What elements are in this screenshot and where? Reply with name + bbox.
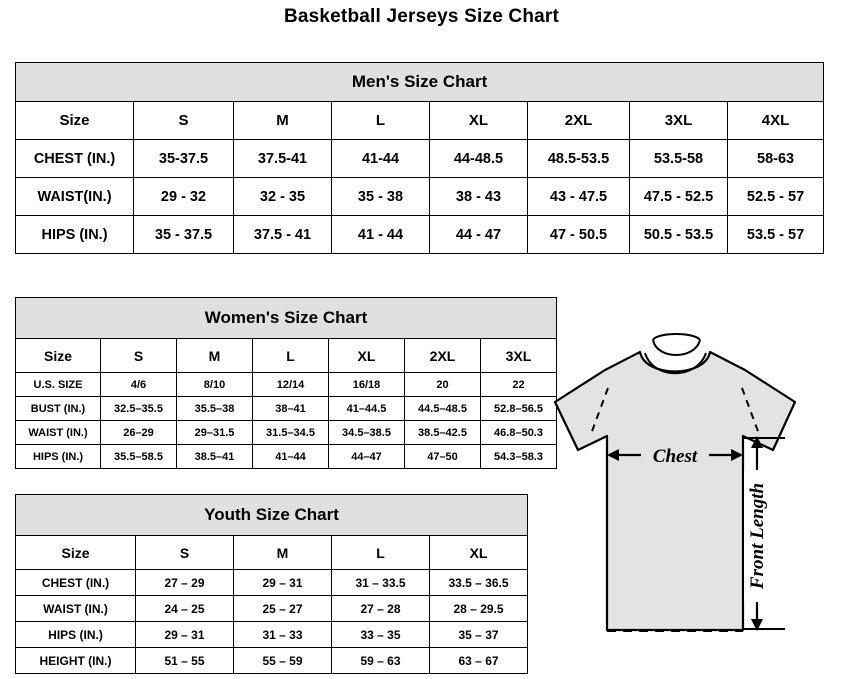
- womens-bust-3xl: 52.8–56.5: [481, 397, 557, 421]
- womens-hips-s: 35.5–58.5: [101, 445, 177, 469]
- mens-chest-xl: 44-48.5: [430, 140, 528, 178]
- womens-title-row: [16, 298, 557, 339]
- mens-row-label-waist: WAIST(IN.): [16, 178, 134, 216]
- mens-waist-4xl: 52.5 - 57: [728, 178, 824, 216]
- mens-col-header-xl: XL: [430, 102, 528, 140]
- mens-title-row: [16, 63, 824, 102]
- mens-waist-2xl: 43 - 47.5: [528, 178, 630, 216]
- mens-chest-2xl: 48.5-53.5: [528, 140, 630, 178]
- youth-height-s: 51 – 55: [136, 648, 234, 674]
- womens-bust-xl: 41–44.5: [329, 397, 405, 421]
- table-row: [16, 140, 824, 178]
- womens-hips-xl: 44–47: [329, 445, 405, 469]
- youth-row-label-chest: CHEST (IN.): [16, 570, 136, 596]
- womens-bust-2xl: 44.5–48.5: [405, 397, 481, 421]
- womens-row-label-bust: BUST (IN.): [16, 397, 101, 421]
- table-row: [16, 622, 528, 648]
- youth-size-chart-table: [15, 494, 528, 674]
- youth-height-xl: 63 – 67: [430, 648, 528, 674]
- mens-hips-s: 35 - 37.5: [134, 216, 234, 254]
- shirt-measurement-diagram: [545, 330, 840, 670]
- mens-chest-s: 35-37.5: [134, 140, 234, 178]
- youth-row-label-waist: WAIST (IN.): [16, 596, 136, 622]
- table-row: [16, 421, 557, 445]
- mens-col-header-m: M: [234, 102, 332, 140]
- womens-row-label-hips: HIPS (IN.): [16, 445, 101, 469]
- youth-chest-xl: 33.5 – 36.5: [430, 570, 528, 596]
- mens-waist-m: 32 - 35: [234, 178, 332, 216]
- womens-ussize-3xl: 22: [481, 373, 557, 397]
- youth-hips-s: 29 – 31: [136, 622, 234, 648]
- table-row: [16, 178, 824, 216]
- mens-hips-xl: 44 - 47: [430, 216, 528, 254]
- youth-chest-s: 27 – 29: [136, 570, 234, 596]
- womens-size-chart-table: [15, 297, 557, 469]
- table-row: [16, 445, 557, 469]
- womens-col-header-m: M: [177, 339, 253, 373]
- womens-hips-l: 41–44: [253, 445, 329, 469]
- youth-waist-xl: 28 – 29.5: [430, 596, 528, 622]
- womens-ussize-s: 4/6: [101, 373, 177, 397]
- mens-chest-4xl: 58-63: [728, 140, 824, 178]
- womens-row-label-us-size: U.S. SIZE: [16, 373, 101, 397]
- womens-col-header-2xl: 2XL: [405, 339, 481, 373]
- mens-waist-3xl: 47.5 - 52.5: [630, 178, 728, 216]
- youth-col-header-s: S: [136, 536, 234, 570]
- womens-bust-l: 38–41: [253, 397, 329, 421]
- youth-col-header-size: Size: [16, 536, 136, 570]
- womens-waist-xl: 34.5–38.5: [329, 421, 405, 445]
- mens-col-header-2xl: 2XL: [528, 102, 630, 140]
- womens-hips-m: 38.5–41: [177, 445, 253, 469]
- mens-chest-3xl: 53.5-58: [630, 140, 728, 178]
- youth-col-header-m: M: [234, 536, 332, 570]
- womens-ussize-l: 12/14: [253, 373, 329, 397]
- chest-label: Chest: [652, 446, 698, 467]
- mens-col-header-l: L: [332, 102, 430, 140]
- youth-col-header-xl: XL: [430, 536, 528, 570]
- table-row: [16, 648, 528, 674]
- mens-col-header-4xl: 4XL: [728, 102, 824, 140]
- youth-hips-m: 31 – 33: [234, 622, 332, 648]
- mens-row-label-hips: HIPS (IN.): [16, 216, 134, 254]
- youth-col-header-l: L: [332, 536, 430, 570]
- youth-waist-l: 27 – 28: [332, 596, 430, 622]
- mens-hips-m: 37.5 - 41: [234, 216, 332, 254]
- youth-waist-s: 24 – 25: [136, 596, 234, 622]
- mens-chest-l: 41-44: [332, 140, 430, 178]
- womens-header-row: [16, 339, 557, 373]
- womens-col-header-3xl: 3XL: [481, 339, 557, 373]
- womens-bust-s: 32.5–35.5: [101, 397, 177, 421]
- front-length-label: Front Length: [747, 482, 768, 590]
- womens-waist-3xl: 46.8–50.3: [481, 421, 557, 445]
- womens-bust-m: 35.5–38: [177, 397, 253, 421]
- womens-col-header-s: S: [101, 339, 177, 373]
- mens-size-chart-table: [15, 62, 824, 254]
- youth-chest-m: 29 – 31: [234, 570, 332, 596]
- womens-hips-2xl: 47–50: [405, 445, 481, 469]
- womens-waist-m: 29–31.5: [177, 421, 253, 445]
- mens-col-header-3xl: 3XL: [630, 102, 728, 140]
- page-title: Basketball Jerseys Size Chart: [283, 6, 560, 27]
- mens-hips-3xl: 50.5 - 53.5: [630, 216, 728, 254]
- youth-row-label-hips: HIPS (IN.): [16, 622, 136, 648]
- mens-waist-xl: 38 - 43: [430, 178, 528, 216]
- womens-col-header-l: L: [253, 339, 329, 373]
- womens-col-header-size: Size: [16, 339, 101, 373]
- mens-waist-l: 35 - 38: [332, 178, 430, 216]
- womens-col-header-xl: XL: [329, 339, 405, 373]
- mens-hips-2xl: 47 - 50.5: [528, 216, 630, 254]
- womens-ussize-xl: 16/18: [329, 373, 405, 397]
- table-row: [16, 570, 528, 596]
- youth-waist-m: 25 – 27: [234, 596, 332, 622]
- youth-chart-title: Youth Size Chart: [16, 495, 528, 536]
- youth-height-m: 55 – 59: [234, 648, 332, 674]
- womens-waist-l: 31.5–34.5: [253, 421, 329, 445]
- womens-waist-s: 26–29: [101, 421, 177, 445]
- womens-hips-3xl: 54.3–58.3: [481, 445, 557, 469]
- youth-row-label-height: HEIGHT (IN.): [16, 648, 136, 674]
- mens-waist-s: 29 - 32: [134, 178, 234, 216]
- youth-hips-l: 33 – 35: [332, 622, 430, 648]
- mens-hips-4xl: 53.5 - 57: [728, 216, 824, 254]
- womens-waist-2xl: 38.5–42.5: [405, 421, 481, 445]
- mens-hips-l: 41 - 44: [332, 216, 430, 254]
- youth-chest-l: 31 – 33.5: [332, 570, 430, 596]
- youth-title-row: [16, 495, 528, 536]
- womens-ussize-2xl: 20: [405, 373, 481, 397]
- mens-col-header-size: Size: [16, 102, 134, 140]
- mens-chart-title: Men's Size Chart: [16, 63, 824, 102]
- mens-header-row: [16, 102, 824, 140]
- mens-row-label-chest: CHEST (IN.): [16, 140, 134, 178]
- womens-ussize-m: 8/10: [177, 373, 253, 397]
- table-row: [16, 216, 824, 254]
- table-row: [16, 373, 557, 397]
- womens-chart-title: Women's Size Chart: [16, 298, 557, 339]
- youth-height-l: 59 – 63: [332, 648, 430, 674]
- table-row: [16, 596, 528, 622]
- womens-row-label-waist: WAIST (IN.): [16, 421, 101, 445]
- mens-chest-m: 37.5-41: [234, 140, 332, 178]
- table-row: [16, 397, 557, 421]
- youth-hips-xl: 35 – 37: [430, 622, 528, 648]
- youth-header-row: [16, 536, 528, 570]
- mens-col-header-s: S: [134, 102, 234, 140]
